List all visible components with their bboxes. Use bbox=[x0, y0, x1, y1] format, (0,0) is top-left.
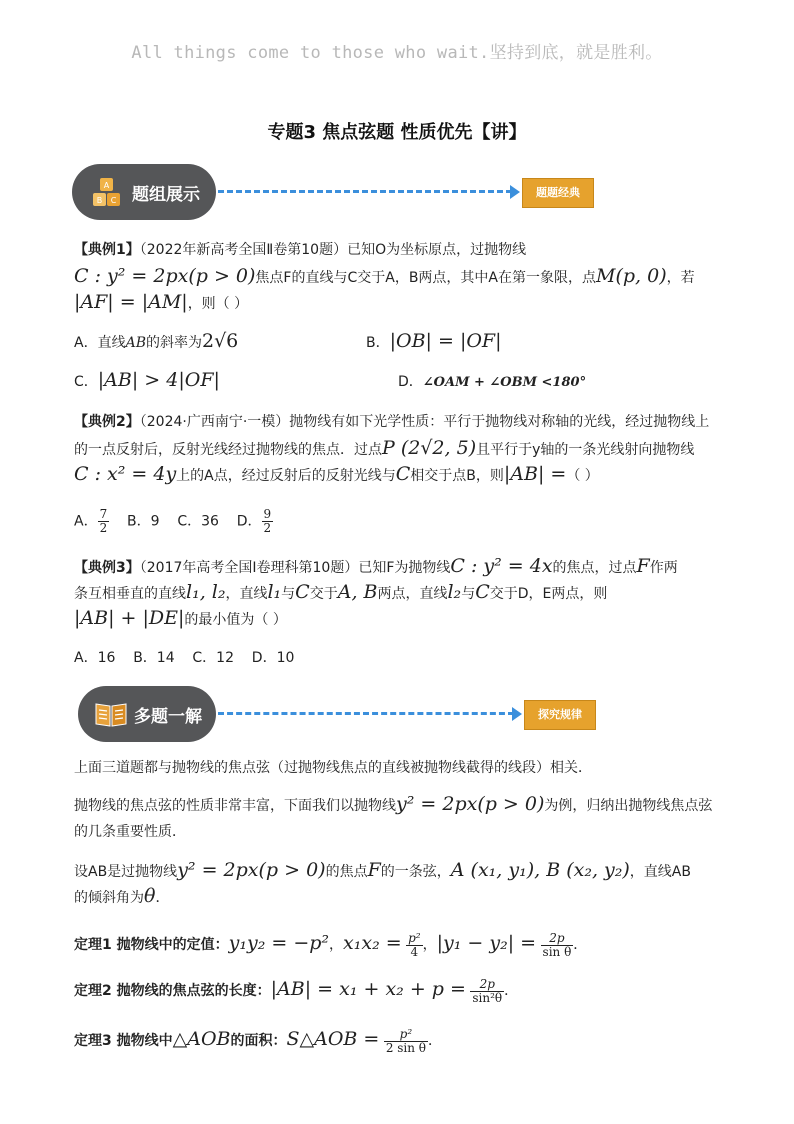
dashed-connector-2 bbox=[218, 712, 514, 715]
example1-option-d: D．∠OAM + ∠OBM <180° bbox=[398, 374, 587, 390]
example3-line1: 【典例3】（2017年高考全国Ⅰ卷理科第10题）已知F为抛物线C : y² = 4x的焦点，过点F作两 bbox=[74, 555, 678, 577]
section-label-2: 多题一解 bbox=[134, 707, 202, 727]
svg-text:A: A bbox=[103, 181, 110, 190]
theorem-2: 定理2 抛物线的焦点弦的长度：|AB| = x₁ + x₂ + p = $\frac{2p}{\text{sin²θ}}$ ． bbox=[74, 976, 519, 1005]
analysis-paragraph-1: 上面三道题都与抛物线的焦点弦（过抛物线焦点的直线被抛物线截得的线段）相关． bbox=[74, 760, 592, 776]
theorem-1: 定理1 抛物线中的定值：y₁y₂ = −p²，x₁x₂ = $\frac{\text{p²}}{4}$ ，|y₁ − y₂| = $\frac{2p}{\text{sin θ}}$ ． bbox=[74, 930, 588, 959]
theorem-3: 定理3 抛物线中△AOB的面积：S△AOB = $\frac{\text{p²}}{\text{2 sin θ}}$ ． bbox=[74, 1026, 443, 1055]
example3-options: A．16 B．14 C．12 D．10 bbox=[74, 650, 295, 666]
dashed-connector-1 bbox=[218, 190, 512, 193]
example2-options: A． $\frac{7}{2}$ B．9 C．36 D． $\frac{9}{2}$ bbox=[74, 507, 272, 535]
section-banner-2 bbox=[78, 686, 216, 742]
arrow-right-icon bbox=[512, 707, 522, 721]
abc-blocks-icon bbox=[90, 176, 124, 210]
example1-line1: 【典例1】（2022年新高考全国Ⅱ卷第10题）已知O为坐标原点，过抛物线 bbox=[74, 242, 527, 258]
svg-text:B: B bbox=[96, 196, 103, 205]
header-motto: All things come to those who wait.坚持到底，就是胜利。 bbox=[131, 43, 663, 63]
example3-line3: |AB| + |DE|的最小值为（ ） bbox=[74, 607, 287, 629]
section-label-1: 题组展示 bbox=[132, 185, 200, 205]
example2-line3: C : x² = 4y上的A点，经过反射后的反射光线与C相交于点B，则|AB| =（ ） bbox=[74, 463, 599, 485]
example1-line3: |AF| = |AM|，则（ ） bbox=[74, 291, 249, 313]
example2-line2: 的一点反射后，反射光线经过抛物线的焦点．过点P (2√2, 5)且平行于y轴的一条光线射向抛物线 bbox=[74, 437, 695, 459]
example1-option-a: A．直线AB的斜率为2√6 bbox=[74, 330, 239, 352]
arrow-right-icon bbox=[510, 185, 520, 199]
open-book-icon bbox=[94, 700, 128, 728]
section-banner-1 bbox=[72, 164, 216, 220]
analysis-paragraph-2: 抛物线的焦点弦的性质非常丰富，下面我们以抛物线y² = 2px(p > 0)为例，归纳出抛物线焦点弦 bbox=[74, 793, 713, 815]
example1-option-c: C．|AB| > 4|OF| bbox=[74, 369, 220, 391]
analysis-paragraph-3: 设AB是过抛物线y² = 2px(p > 0)的焦点F的一条弦，A (x₁, y₁), B (x₂, y₂)，直线AB bbox=[74, 859, 691, 881]
analysis-paragraph-3-line2: 的倾斜角为θ． bbox=[74, 885, 170, 907]
example1-line2: C : y² = 2px(p > 0)焦点F的直线与C交于A，B两点，其中A在第一象限，点M(p, 0)，若 bbox=[74, 265, 695, 287]
svg-text:C: C bbox=[110, 196, 117, 205]
example2-line1: 【典例2】（2024·广西南宁·一模）抛物线有如下光学性质：平行于抛物线对称轴的光线，经过抛物线上 bbox=[74, 414, 710, 430]
example3-line2: 条互相垂直的直线l₁, l₂，直线l₁与C交于A, B两点，直线l₂与C交于D，E两点，则 bbox=[74, 581, 608, 603]
example1-option-b: B．|OB| = |OF| bbox=[366, 330, 502, 352]
section-tag-1: 题题经典 bbox=[522, 178, 594, 208]
analysis-paragraph-2-line2: 的几条重要性质． bbox=[74, 824, 186, 840]
section-tag-2: 探究规律 bbox=[524, 700, 596, 730]
page-title: 专题3 焦点弦题 性质优先【讲】 bbox=[267, 122, 527, 143]
